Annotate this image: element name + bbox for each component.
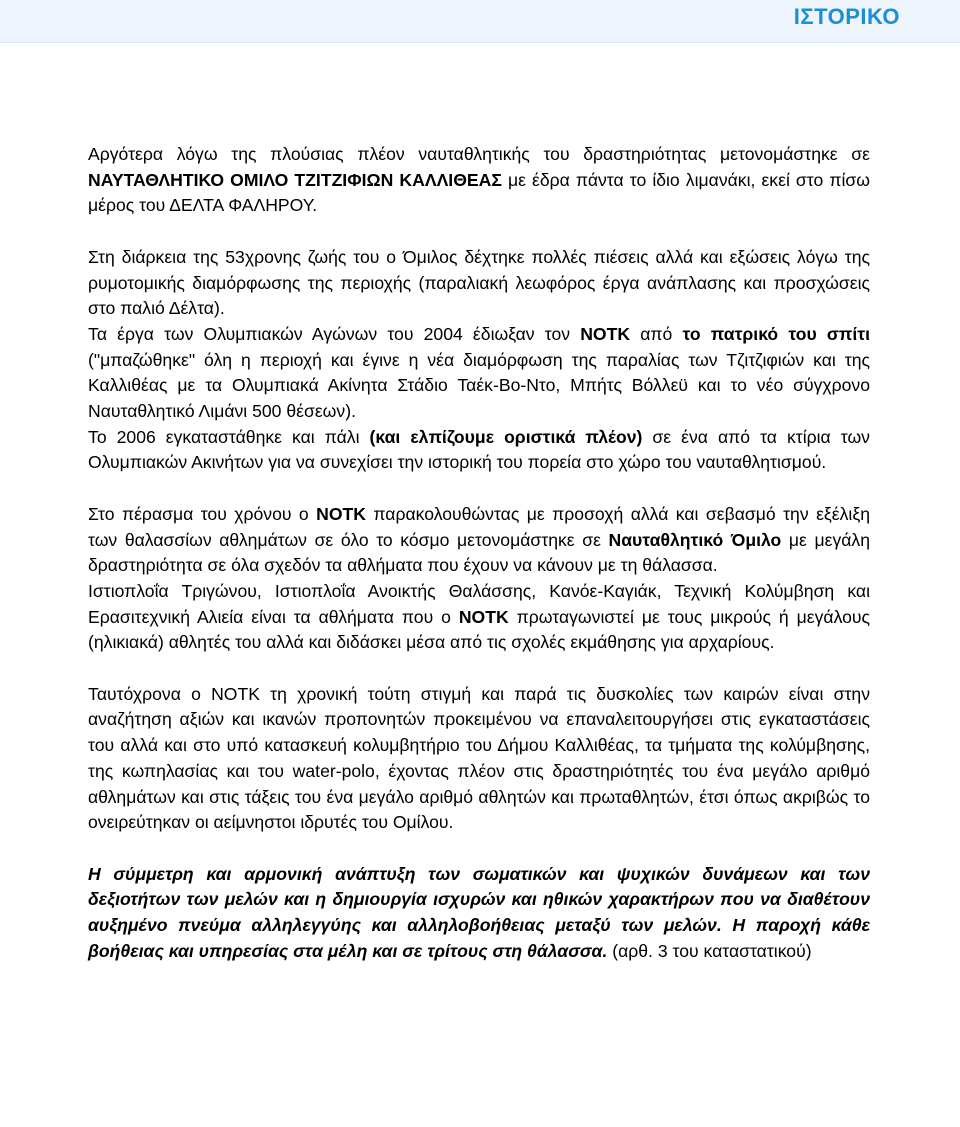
paragraph-olympic-works <box>88 322 870 425</box>
club-name-bold: ΝΑΥΤΑΘΛΗΤΙΚΟ ΟΜΙΛΟ ΤΖΙΤΖΙΦΙΩΝ ΚΑΛΛΙΘΕΑΣ <box>88 169 502 190</box>
notk-bold: ΝΟΤΚ <box>316 503 366 524</box>
text-span: με έδρα πάντα το ίδιο λιμανάκι, εκεί στο πίσω μέρος του ΔΕΛΤΑ ΦΑΛΗΡΟΥ. <box>88 169 871 216</box>
nautical-club-bold: Ναυταθλητικό Όμιλο <box>608 529 782 550</box>
text-span: Στο πέρασμα του χρόνου ο <box>88 503 317 524</box>
paragraph-gap <box>88 219 870 245</box>
text-span: ("μπαζώθηκε" όλη η περιοχή και έγινε η νέα διαμόρφωση της παραλίας των Τζιτζιφιών και της Καλλιθέας με τα Ολυμπιακά Ακίνητα Στάδιο Ταέκ-Βο-Ντο, Μπήτς Βόλλεϋ και το νέο σύγχρονο Ναυταθλητικό Λιμάνι 500 θέσεων). <box>88 349 870 422</box>
paragraph-sports <box>88 579 870 656</box>
page-title: ΙΣΤΟΡΙΚΟ <box>793 4 900 29</box>
paragraph-2006 <box>88 425 870 476</box>
paragraph-renaming <box>88 142 870 219</box>
text-span: με μεγάλη δραστηριότητα σε όλα σχεδόν τα αθλήματα που έχουν να κάνουν με τη θάλασσα. <box>88 529 870 576</box>
paragraph-present: Ταυτόχρονα ο ΝΟΤΚ τη χρονική τούτη στιγμή και παρά τις δυσκολίες των καιρών είναι στην αναζήτηση αξιών και ικανών προπονητών προκειμένου να επαναλειτουργήσει στις εγκαταστάσεις του αλλά και στο υπό κατασκευή κολυμβητήριο του Δήμου Καλλιθέας, τα τμήματα της κολύμβησης, της κωπηλασίας και του water-polo, έχοντας πλέον στις δραστηριότητές του ένα μεγάλο αριθμό αθλημάτων και στις τάξεις του ένα μεγάλο αριθμό αθλητών και πρωταθλητών, έτσι όπως ακριβώς το ονειρεύτηκαν οι αείμνηστοι ιδρυτές του Ομίλου. <box>88 683 870 833</box>
text-span: Το 2006 εγκαταστάθηκε και πάλι <box>88 426 370 447</box>
hope-bold: (και ελπίζουμε οριστικά πλέον) <box>369 426 643 447</box>
home-bold: το πατρικό του σπίτι <box>682 323 870 344</box>
text-span: σε ένα από τα κτίρια των Ολυμπιακών Ακινήτων για να συνεχίσει την ιστορική του πορεία στο χώρο του ναυταθλητισμού. <box>88 426 870 473</box>
text-span: Τα έργα των Ολυμπιακών Αγώνων του 2004 έδιωξαν τον <box>88 323 581 344</box>
statute-quote: Η σύμμετρη και αρμονική ανάπτυξη των σωματικών και ψυχικών δυνάμεων και των δεξιοτήτων των μελών και η δημιουργία ισχυρών και ηθικών χαρακτήρων που να διαθέτουν αυξημένο πνεύμα αλληλεγγύης και αλληλοβοήθειας μεταξύ των μελών. Η παροχή κάθε βοήθειας και υπηρεσίας στα μέλη και σε τρίτους στη θάλασσα. <box>88 863 870 961</box>
statute-reference: (αρθ. 3 του καταστατικού) <box>607 940 812 961</box>
paragraph-gap <box>88 476 870 502</box>
paragraph-statute <box>88 862 870 965</box>
text-span: πρωταγωνιστεί με τους μικρούς ή μεγάλους (ηλικιακά) αθλητές του αλλά και διδάσκει μέσα από τις σχολές εκμάθησης για αρχαρίους. <box>88 606 870 653</box>
text-span: από <box>630 323 683 344</box>
header-bar <box>0 0 960 43</box>
paragraph-pressures: Στη διάρκεια της 53χρονης ζωής του ο Όμιλος δέχτηκε πολλές πιέσεις αλλά και εξώσεις λόγω της ρυμοτομικής διαμόρφωσης της περιοχής (παραλιακή λεωφόρος έργα ανάπλασης και προσχώσεις στο παλιό Δέλτα). <box>88 246 870 319</box>
history-content <box>88 142 870 964</box>
text-span: Αργότερα λόγω της πλούσιας πλέον ναυταθλητικής του δραστηριότητας μετονομάστηκε σε <box>88 144 870 164</box>
paragraph-gap <box>88 836 870 862</box>
paragraph-gap <box>88 656 870 682</box>
text-span: Ιστιοπλοΐα Τριγώνου, Ιστιοπλοΐα Ανοικτής Θαλάσσης, Κανόε-Καγιάκ, Τεχνική Κολύμβηση και Ερασιτεχνική Αλιεία είναι τα αθλήματα που ο <box>88 580 870 627</box>
notk-bold: ΝΟΤΚ <box>580 323 631 344</box>
notk-bold: ΝΟΤΚ <box>458 606 509 627</box>
paragraph-evolution <box>88 502 870 579</box>
text-span: παρακολουθώντας με προσοχή αλλά και σεβασμό την εξέλιξη των θαλασσίων αθλημάτων σε όλο το κόσμο μετονομάστηκε σε <box>88 503 870 550</box>
